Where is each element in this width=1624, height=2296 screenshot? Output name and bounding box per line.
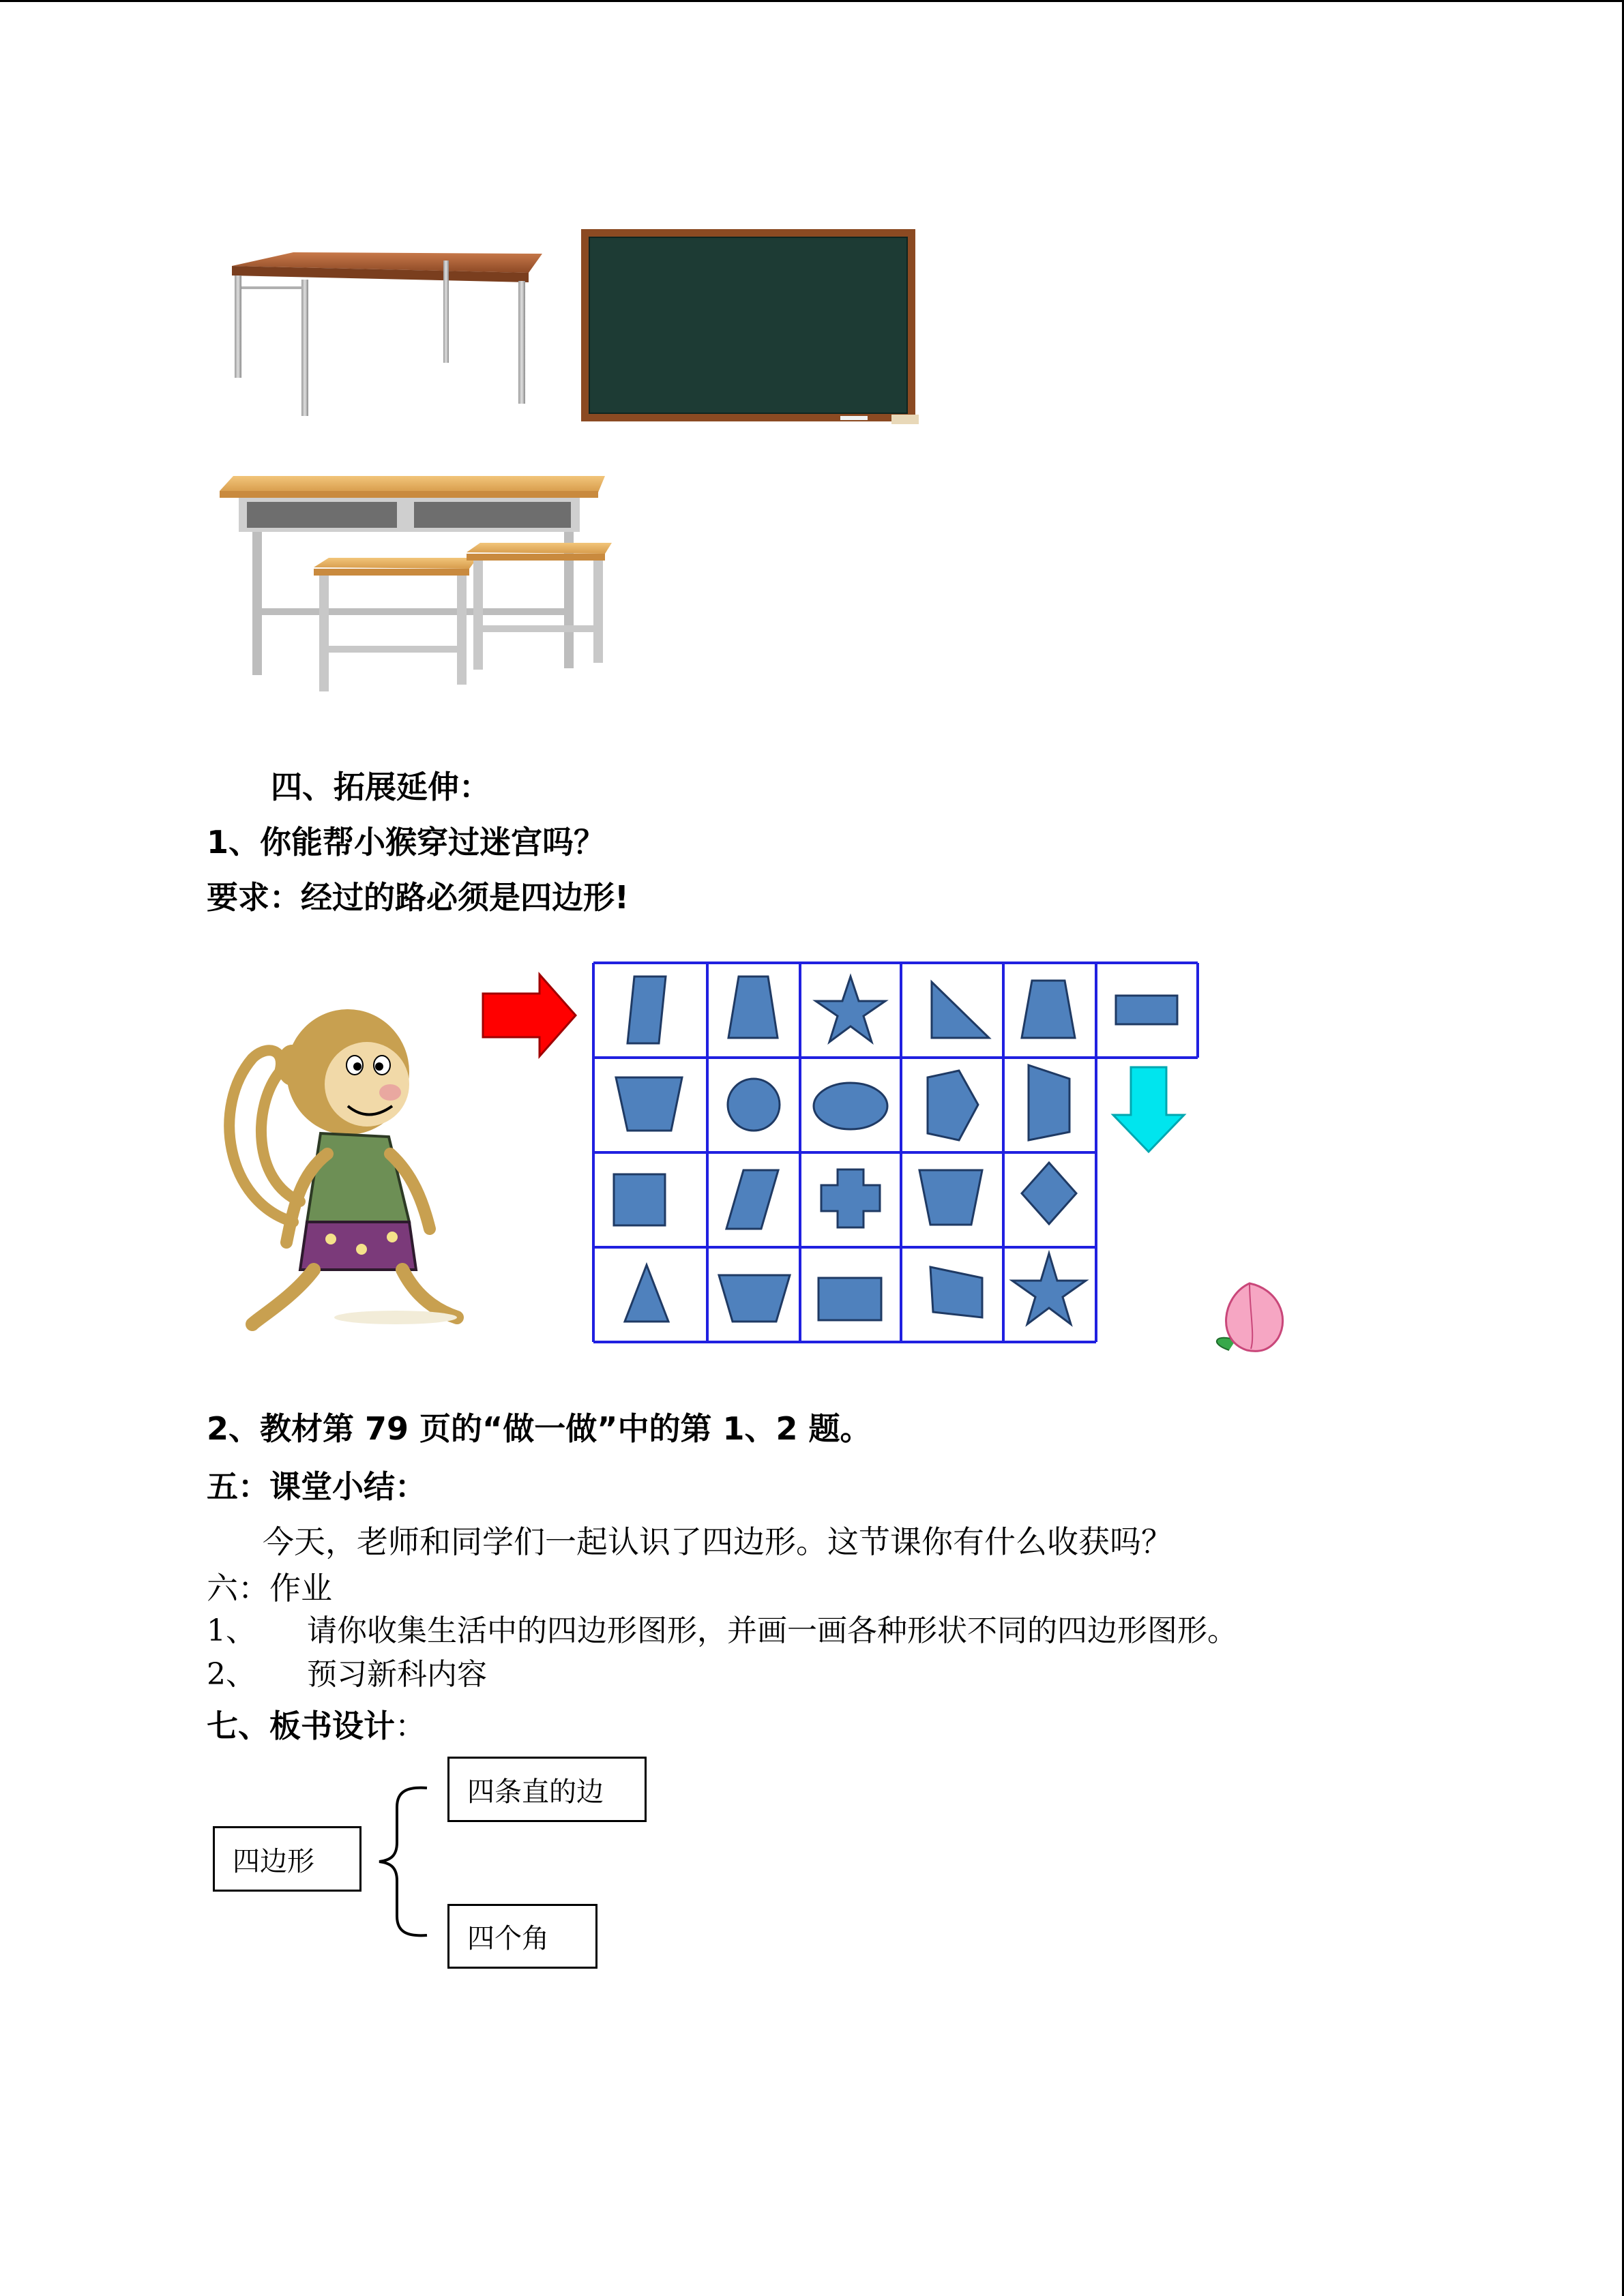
maze-cell-inverted-trapezoid-2 bbox=[919, 1170, 982, 1225]
question-1: 1、你能帮小猴穿过迷宫吗？ bbox=[207, 824, 606, 861]
maze-cell-rectangle-2 bbox=[818, 1278, 881, 1320]
desk-and-stools-photo bbox=[220, 472, 615, 704]
board-branch-bottom-box: 四个角 bbox=[447, 1904, 597, 1969]
maze-cell-trapezoid bbox=[728, 976, 778, 1038]
maze-cell-parallelogram-2 bbox=[726, 1170, 778, 1229]
maze-cell-star bbox=[816, 976, 885, 1042]
maze-cell-right-trapezoid bbox=[1029, 1065, 1069, 1140]
section4-heading: 四、拓展延伸： bbox=[271, 769, 490, 805]
monkey-illustration bbox=[211, 997, 471, 1338]
maze-cell-inverted-trapezoid bbox=[616, 1077, 682, 1131]
maze-grid-lines bbox=[593, 963, 1198, 1342]
section6-heading: 六：作业 bbox=[207, 1570, 332, 1607]
section7-heading: 七、板书设计 bbox=[207, 1708, 395, 1744]
blackboard-photo bbox=[581, 225, 922, 430]
table-photo bbox=[218, 245, 546, 423]
start-arrow bbox=[482, 973, 577, 1058]
maze-cell-rectangle bbox=[1116, 996, 1177, 1024]
homework-2-number: 2、 bbox=[207, 1657, 256, 1692]
homework-1-number: 1、 bbox=[207, 1613, 256, 1648]
section7-heading-line bbox=[207, 1710, 426, 1742]
maze-cell-pentagon bbox=[928, 1071, 978, 1140]
section5-heading: 五：课堂小结： bbox=[207, 1468, 426, 1505]
homework-1-text: 请你收集生活中的四边形图形，并画一画各种形状不同的四边形图形。 bbox=[307, 1613, 1237, 1648]
peach-icon bbox=[1202, 1275, 1297, 1364]
board-brace bbox=[374, 1780, 428, 1943]
maze-cell-star-2 bbox=[1012, 1253, 1086, 1324]
maze-grid bbox=[592, 961, 1199, 1343]
homework-2-text: 预习新科内容 bbox=[307, 1657, 487, 1692]
maze-cell-irregular-quadrilateral bbox=[930, 1267, 982, 1317]
maze-cell-diamond bbox=[1022, 1163, 1076, 1224]
maze-cell-trapezoid-2 bbox=[1022, 981, 1075, 1038]
board-root-box: 四边形 bbox=[213, 1826, 361, 1892]
maze-cell-square bbox=[614, 1174, 665, 1225]
maze-requirement: 要求：经过的路必须是四边形! bbox=[207, 879, 629, 916]
maze-cell-circle bbox=[728, 1079, 780, 1131]
maze-cell-inverted-trapezoid-3 bbox=[719, 1275, 790, 1322]
maze-cell-parallelogram bbox=[628, 976, 666, 1043]
maze-cell-cross bbox=[821, 1169, 880, 1227]
maze-cell-ellipse bbox=[814, 1083, 887, 1129]
maze-cell-right-triangle bbox=[932, 982, 989, 1038]
maze-cell-triangle bbox=[625, 1265, 668, 1322]
down-arrow bbox=[1110, 1066, 1187, 1154]
board-branch-top-box: 四条直的边 bbox=[447, 1757, 647, 1822]
section7-colon: ： bbox=[395, 1708, 426, 1744]
top-border bbox=[0, 0, 1624, 2]
question-2: 2、教材第 79 页的“做一做”中的第 1、2 题。 bbox=[207, 1410, 872, 1447]
summary-text: 今天，老师和同学们一起认识了四边形。这节课你有什么收获吗？ bbox=[263, 1523, 1172, 1560]
